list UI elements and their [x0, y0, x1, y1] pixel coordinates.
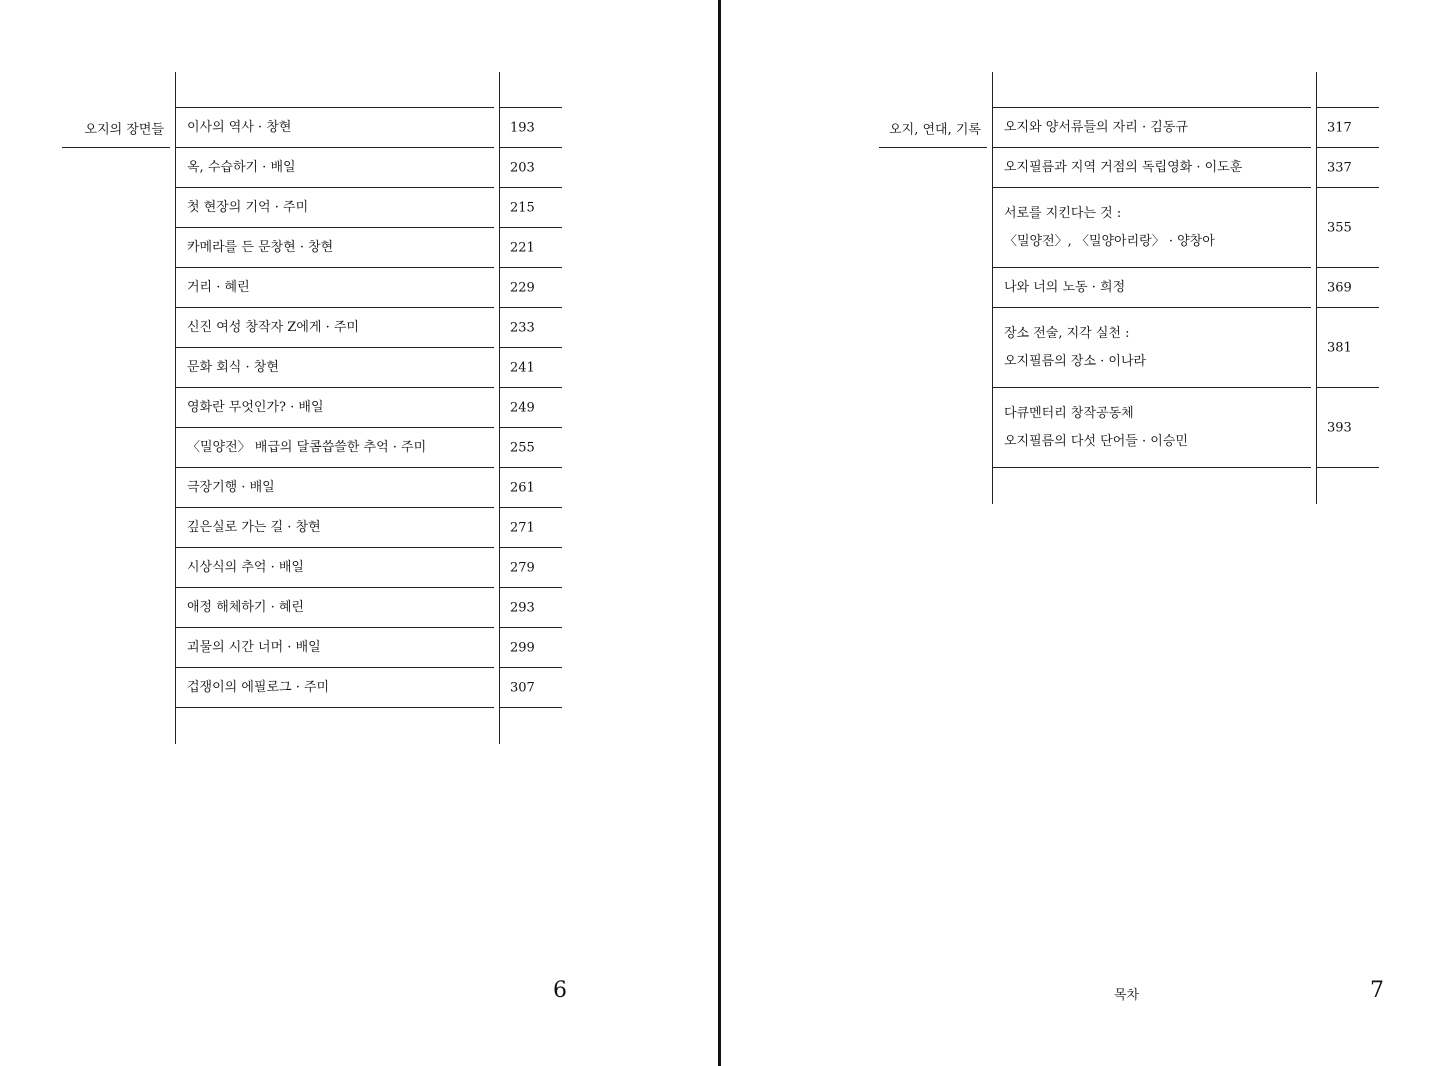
right-page: [722, 0, 1440, 1066]
entry-title[interactable]: 서로를 지킨다는 것 : 〈밀양전〉, 〈밀양아리랑〉 · 양창아: [1004, 205, 1215, 249]
page-number: 7: [1370, 978, 1384, 1003]
entry-title[interactable]: 오지필름과 지역 거점의 독립영화 · 이도훈: [1004, 159, 1243, 175]
entry-title[interactable]: 나와 너의 노동 · 희정: [1004, 279, 1126, 295]
entry-title[interactable]: 카메라를 든 문창현 · 창현: [187, 239, 334, 255]
section-heading: 오지의 장면들: [84, 122, 164, 137]
entry-page-number: 279: [510, 560, 535, 575]
entry-title[interactable]: 신진 여성 창작자 Z에게 · 주미: [187, 319, 359, 335]
entry-page-number: 317: [1327, 120, 1352, 135]
entry-title[interactable]: 오지와 양서류들의 자리 · 김동규: [1004, 119, 1188, 135]
entry-page-number: 355: [1327, 220, 1352, 235]
entry-title[interactable]: 겁쟁이의 에필로그 · 주미: [187, 679, 330, 695]
entry-page-number: 203: [510, 160, 535, 175]
entry-title[interactable]: 애정 해체하기 · 혜린: [187, 599, 304, 615]
entry-page-number: 381: [1327, 340, 1352, 355]
entry-page-number: 299: [510, 640, 535, 655]
entry-title[interactable]: 첫 현장의 기억 · 주미: [187, 199, 309, 215]
entry-title[interactable]: 깊은실로 가는 길 · 창현: [187, 519, 321, 535]
entry-page-number: 193: [510, 120, 535, 135]
entry-title[interactable]: 거리 · 혜린: [187, 279, 250, 295]
left-page: [0, 0, 718, 1066]
entry-page-number: 233: [510, 320, 535, 335]
section-heading: 오지, 연대, 기록: [889, 122, 981, 137]
entry-page-number: 215: [510, 200, 535, 215]
book-spine: [718, 0, 721, 1066]
entry-title[interactable]: 장소 전술, 지각 실천 : 오지필름의 장소 · 이나라: [1004, 325, 1147, 369]
running-head: 목차: [1114, 988, 1140, 1003]
entry-title[interactable]: 극장기행 · 배일: [187, 479, 275, 495]
entry-page-number: 241: [510, 360, 535, 375]
entry-page-number: 307: [510, 680, 535, 695]
entry-page-number: 271: [510, 520, 535, 535]
entry-title[interactable]: 〈밀양전〉 배급의 달콤씁쓸한 추억 · 주미: [187, 439, 427, 455]
entry-page-number: 229: [510, 280, 535, 295]
entry-page-number: 293: [510, 600, 535, 615]
entry-page-number: 221: [510, 240, 535, 255]
entry-title[interactable]: 다큐멘터리 창작공동체 오지필름의 다섯 단어들 · 이승민: [1004, 405, 1188, 449]
entry-page-number: 249: [510, 400, 535, 415]
entry-page-number: 255: [510, 440, 535, 455]
entry-page-number: 369: [1327, 280, 1352, 295]
entry-title[interactable]: 문화 회식 · 창현: [187, 359, 279, 375]
entry-page-number: 261: [510, 480, 535, 495]
entry-title[interactable]: 시상식의 추억 · 배일: [187, 559, 304, 575]
entry-page-number: 393: [1327, 420, 1352, 435]
entry-title[interactable]: 영화란 무엇인가? · 배일: [187, 399, 324, 415]
entry-title[interactable]: 이사의 역사 · 창현: [187, 119, 292, 135]
entry-title[interactable]: 옥, 수습하기 · 배일: [187, 159, 296, 175]
page-number: 6: [553, 978, 567, 1003]
entry-page-number: 337: [1327, 160, 1352, 175]
entry-title[interactable]: 괴물의 시간 너머 · 배일: [187, 639, 321, 655]
